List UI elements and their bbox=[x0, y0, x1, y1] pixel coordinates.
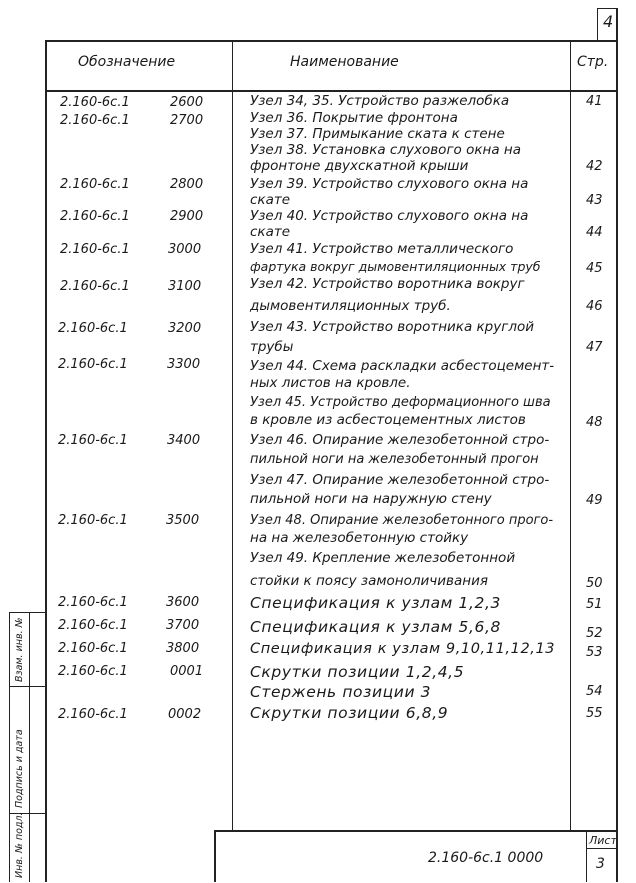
row-number: 3100 bbox=[168, 279, 202, 294]
row-code: 2.160-6с.1 bbox=[58, 664, 128, 679]
item-name-line: Узел 49. Крепление железобетонной bbox=[250, 550, 516, 566]
corner-box-top bbox=[597, 8, 618, 9]
side-stamp-inv-podl: Инв. № подл. bbox=[14, 812, 25, 878]
row-code: 2.160-6с.1 bbox=[60, 242, 130, 257]
item-name-line: трубы bbox=[250, 339, 294, 355]
row-page-number: 54 bbox=[586, 684, 603, 699]
item-name-line: фронтоне двухскатной крыши bbox=[250, 158, 469, 174]
title-block-sheet-number: 3 bbox=[596, 856, 605, 872]
item-name-line: скате bbox=[250, 192, 291, 208]
row-code: 2.160-6с.1 bbox=[60, 279, 130, 294]
item-name-line: Узел 47. Опирание железобетонной стро- bbox=[250, 472, 550, 488]
item-name-line: Спецификация к узлам 5,6,8 bbox=[250, 618, 501, 636]
row-number: 3500 bbox=[166, 513, 200, 528]
item-name-line: Узел 46. Опирание железобетонной стро- bbox=[250, 432, 550, 448]
title-block-sheet-divider bbox=[586, 830, 587, 882]
row-page-number: 46 bbox=[586, 299, 603, 314]
row-page-number: 49 bbox=[586, 493, 603, 508]
title-block-top bbox=[214, 830, 618, 832]
sheet-corner-number: 4 bbox=[603, 12, 614, 31]
row-number: 3600 bbox=[166, 595, 200, 610]
item-name-line: Узел 44. Схема раскладки асбестоцемент- bbox=[250, 358, 555, 374]
side-stamp-vzam-inv: Взам. инв. № bbox=[14, 617, 25, 682]
row-number: 0001 bbox=[170, 664, 204, 679]
row-number: 2600 bbox=[170, 95, 204, 110]
side-stamp-right-border bbox=[29, 612, 30, 882]
frame-top-border bbox=[45, 40, 618, 42]
row-page-number: 48 bbox=[586, 415, 603, 430]
frame-right-border bbox=[616, 8, 618, 882]
item-name-line: дымовентиляционных труб. bbox=[250, 298, 451, 314]
side-stamp-left-border bbox=[9, 612, 10, 882]
header-page: Стр. bbox=[577, 54, 609, 70]
frame-left-border bbox=[45, 40, 47, 882]
item-name-line: на на железобетонную стойку bbox=[250, 530, 469, 546]
item-name-line: Спецификация к узлам 1,2,3 bbox=[250, 594, 501, 612]
row-number: 3700 bbox=[166, 618, 200, 633]
item-name-line: Узел 39. Устройство слухового окна на bbox=[250, 176, 529, 192]
row-page-number: 47 bbox=[586, 340, 603, 355]
row-number: 3400 bbox=[167, 433, 201, 448]
row-page-number: 41 bbox=[586, 94, 603, 109]
corner-box-left bbox=[597, 8, 598, 41]
row-number: 2800 bbox=[170, 177, 204, 192]
column-divider-2 bbox=[570, 40, 571, 830]
item-name-line: Узел 38. Установка слухового окна на bbox=[250, 142, 521, 158]
row-page-number: 45 bbox=[586, 261, 603, 276]
item-name-line: Узел 41. Устройство металлического bbox=[250, 241, 514, 257]
row-number: 3000 bbox=[168, 242, 202, 257]
item-name-line: Узел 40. Устройство слухового окна на bbox=[250, 208, 529, 224]
row-code: 2.160-6с.1 bbox=[58, 357, 128, 372]
item-name-line: Узел 45. Устройство деформационного шва bbox=[250, 395, 551, 410]
row-page-number: 53 bbox=[586, 645, 603, 660]
item-name-line: Узел 36. Покрытие фронтона bbox=[250, 110, 458, 126]
title-block-sheet-line bbox=[586, 848, 618, 849]
item-name-line: Узел 42. Устройство воротника вокруг bbox=[250, 276, 525, 292]
row-code: 2.160-6с.1 bbox=[58, 641, 128, 656]
row-number: 2900 bbox=[170, 209, 204, 224]
item-name-line: Спецификация к узлам 9,10,11,12,13 bbox=[250, 641, 556, 657]
item-name-line: Узел 37. Примыкание ската к стене bbox=[250, 126, 505, 142]
item-name-line: ных листов на кровле. bbox=[250, 375, 411, 391]
item-name-line: Узел 43. Устройство воротника круглой bbox=[250, 319, 534, 335]
row-page-number: 55 bbox=[586, 706, 603, 721]
item-name-line: скате bbox=[250, 224, 291, 240]
item-name-line: фартука вокруг дымовентиляционных труб bbox=[250, 259, 541, 274]
row-number: 3200 bbox=[168, 321, 202, 336]
row-code: 2.160-6с.1 bbox=[58, 707, 128, 722]
row-page-number: 51 bbox=[586, 597, 603, 612]
column-divider-1 bbox=[232, 40, 233, 830]
row-page-number: 43 bbox=[586, 193, 603, 208]
row-page-number: 44 bbox=[586, 225, 603, 240]
item-name-line: Стержень позиции 3 bbox=[250, 683, 432, 701]
side-stamp-top bbox=[9, 612, 46, 613]
item-name-line: Узел 48. Опирание железобетонного прого- bbox=[250, 513, 554, 528]
row-number: 0002 bbox=[168, 707, 202, 722]
row-code: 2.160-6с.1 bbox=[58, 433, 128, 448]
item-name-line: пильной ноги на железобетонный прогон bbox=[250, 452, 539, 467]
title-block-doc-code: 2.160-6с.1 0000 bbox=[428, 850, 544, 866]
item-name-line: Скрутки позиции 1,2,4,5 bbox=[250, 663, 465, 681]
item-name-line: Скрутки позиции 6,8,9 bbox=[250, 704, 449, 722]
row-code: 2.160-6с.1 bbox=[58, 321, 128, 336]
row-page-number: 50 bbox=[586, 576, 603, 591]
header-bottom-line bbox=[45, 90, 618, 92]
item-name-line: в кровле из асбестоцементных листов bbox=[250, 412, 526, 428]
row-number: 3300 bbox=[167, 357, 201, 372]
row-code: 2.160-6с.1 bbox=[58, 618, 128, 633]
row-page-number: 52 bbox=[586, 626, 603, 641]
row-code: 2.160-6с.1 bbox=[60, 95, 130, 110]
side-stamp-podpis-data: Подпись и дата bbox=[14, 729, 25, 808]
row-number: 3800 bbox=[166, 641, 200, 656]
row-code: 2.160-6с.1 bbox=[60, 113, 130, 128]
title-block-sheet-label: Лист bbox=[589, 834, 617, 847]
row-code: 2.160-6с.1 bbox=[58, 513, 128, 528]
header-name: Наименование bbox=[290, 54, 399, 70]
row-page-number: 42 bbox=[586, 159, 603, 174]
row-number: 2700 bbox=[170, 113, 204, 128]
item-name-line: стойки к поясу замоноличивания bbox=[250, 573, 488, 589]
header-designation: Обозначение bbox=[78, 54, 176, 70]
item-name-line: Узел 34, 35. Устройство разжелобка bbox=[250, 93, 510, 109]
item-name-line: пильной ноги на наружную стену bbox=[250, 491, 492, 507]
row-code: 2.160-6с.1 bbox=[58, 595, 128, 610]
row-code: 2.160-6с.1 bbox=[60, 209, 130, 224]
side-stamp-divider bbox=[9, 686, 46, 687]
row-code: 2.160-6с.1 bbox=[60, 177, 130, 192]
title-block-left bbox=[214, 830, 216, 882]
